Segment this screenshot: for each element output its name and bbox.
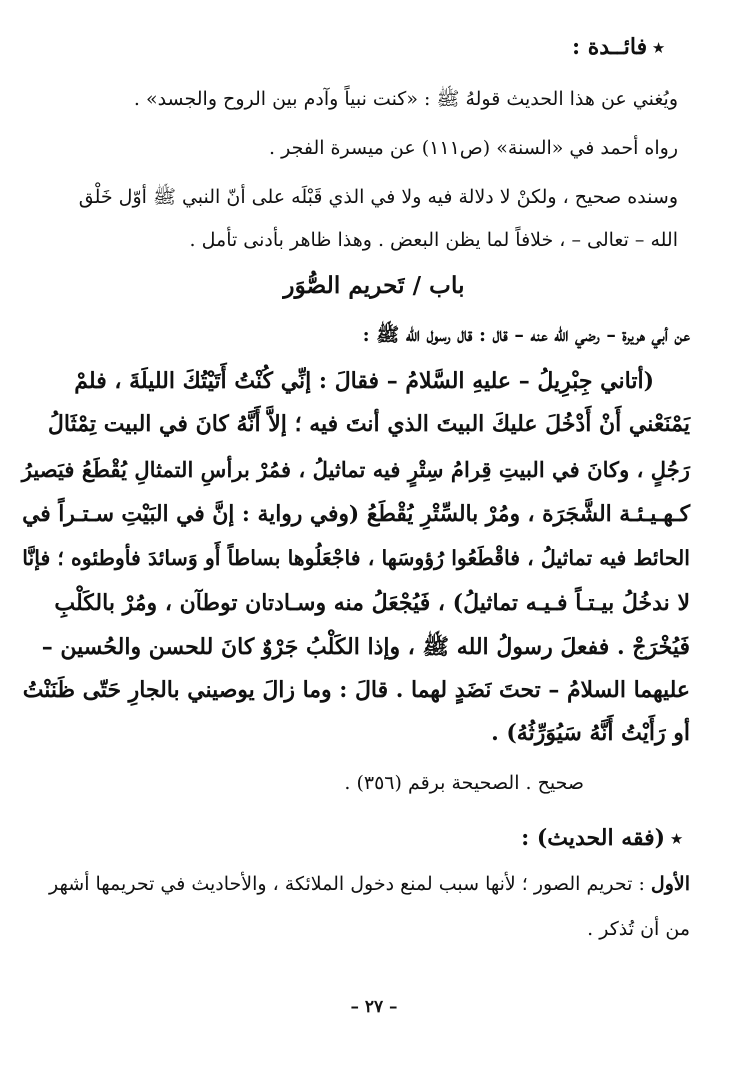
fiqh-first-text: : تحريم الصور ؛ لأنها سبب لمنع دخول الملائكة ، والأحاديث في تحريمها أشهر — [49, 873, 651, 895]
faida-line-3: وسنده صحيح ، ولكنْ لا دلالة فيه ولا في الذي قَبْلَه على أنّ النبي ﷺ أوّل خَلْق — [78, 186, 678, 208]
hadith-line-4: كـهـيـئـة الشَّجَرَة ، ومُرْ بالسِّتْرِ يُقْطَعُ (وفي رواية : إنَّ في البَيْتِ سـتـراً في — [22, 502, 690, 527]
hadith-grading: صحيح . الصحيحة برقم (٣٥٦) . — [344, 772, 584, 794]
fiqh-title: (فقه الحديث) : — [521, 825, 666, 851]
fiqh-first-label: الأول — [650, 873, 690, 895]
bullet-star-icon: ٭ — [653, 35, 664, 59]
faida-title: فائــدة : — [572, 34, 648, 60]
fiqh-title-line — [521, 825, 682, 851]
hadith-line-2: يَمْنَعْني أَنْ أَدْخُلَ عليكَ البيتَ الذي أنتَ فيه ؛ إلاَّ أَنَّهُ كانَ في البيت تِمْثَالُ — [47, 411, 690, 437]
page-number: – ٢٧ – — [350, 996, 398, 1016]
faida-line-2: رواه أحمد في «السنة» (ص١١١) عن ميسرة الفجر . — [269, 137, 678, 159]
fiqh-first-line — [49, 873, 690, 896]
hadith-line-1: (أتاني جِبْرِيلُ – عليهِ السَّلامُ – فقالَ : إنِّي كُنْتُ أَتَيْتُكَ الليلَةَ ، فلمْ — [74, 368, 654, 394]
chapter-heading: باب / تَحريم الصُّوَر — [283, 272, 465, 299]
hadith-line-6: لا ندخُلُ بيـتـاً فـيـه تماثيلُ) ، فَيُجْعَلُ منه وسـادتان توطآن ، ومُرْ بالكَلْبِ — [54, 590, 690, 616]
bullet-star-icon: ٭ — [671, 826, 682, 850]
faida-line-4: الله – تعالى – ، خلافاً لما يظن البعض . وهذا ظاهر بأدنى تأمل . — [189, 229, 678, 251]
hadith-line-3: رَجُلٍ ، وكانَ في البيتِ قِرامُ سِتْرٍ فيه تماثيلُ ، فمُرْ برأسِ التمثالِ يُقْطَعُ فيَصيرُ — [21, 457, 690, 482]
fiqh-first-continuation: من أن تُذكر . — [587, 918, 690, 940]
hadith-line-5: الحائط فيه تماثيلُ ، فاقْطَعُوا رُؤوسَها ، فاجْعَلُوها بساطاً أَو وَسائدَ فأوطئوه ؛ فإنَّا — [22, 546, 690, 570]
faida-line-1: ويُغني عن هذا الحديث قولهُ ﷺ : «كنت نبياً وآدم بين الروح والجسد» . — [133, 88, 678, 110]
hadith-isnad: عن أبي هريرة – رضي الله عنه – قال : قال رسول الله ﷺ : — [362, 324, 690, 346]
hadith-line-7: فَيُخْرَجْ . ففعلَ رسولُ الله ﷺ ، وإذا الكَلْبُ جَرْوٌ كانَ للحسن والحُسين – — [41, 634, 690, 660]
faida-title-line — [572, 34, 664, 60]
hadith-line-9: أو رَأَيْتُ أَنَّهُ سَيُوَرِّثُهُ) . — [491, 720, 690, 746]
hadith-line-8: عليهما السلامُ – تحتَ نَضَدٍ لهما . قالَ : وما زالَ يوصيني بالجارِ حَتّى ظَنَنْتُ — [22, 677, 690, 703]
